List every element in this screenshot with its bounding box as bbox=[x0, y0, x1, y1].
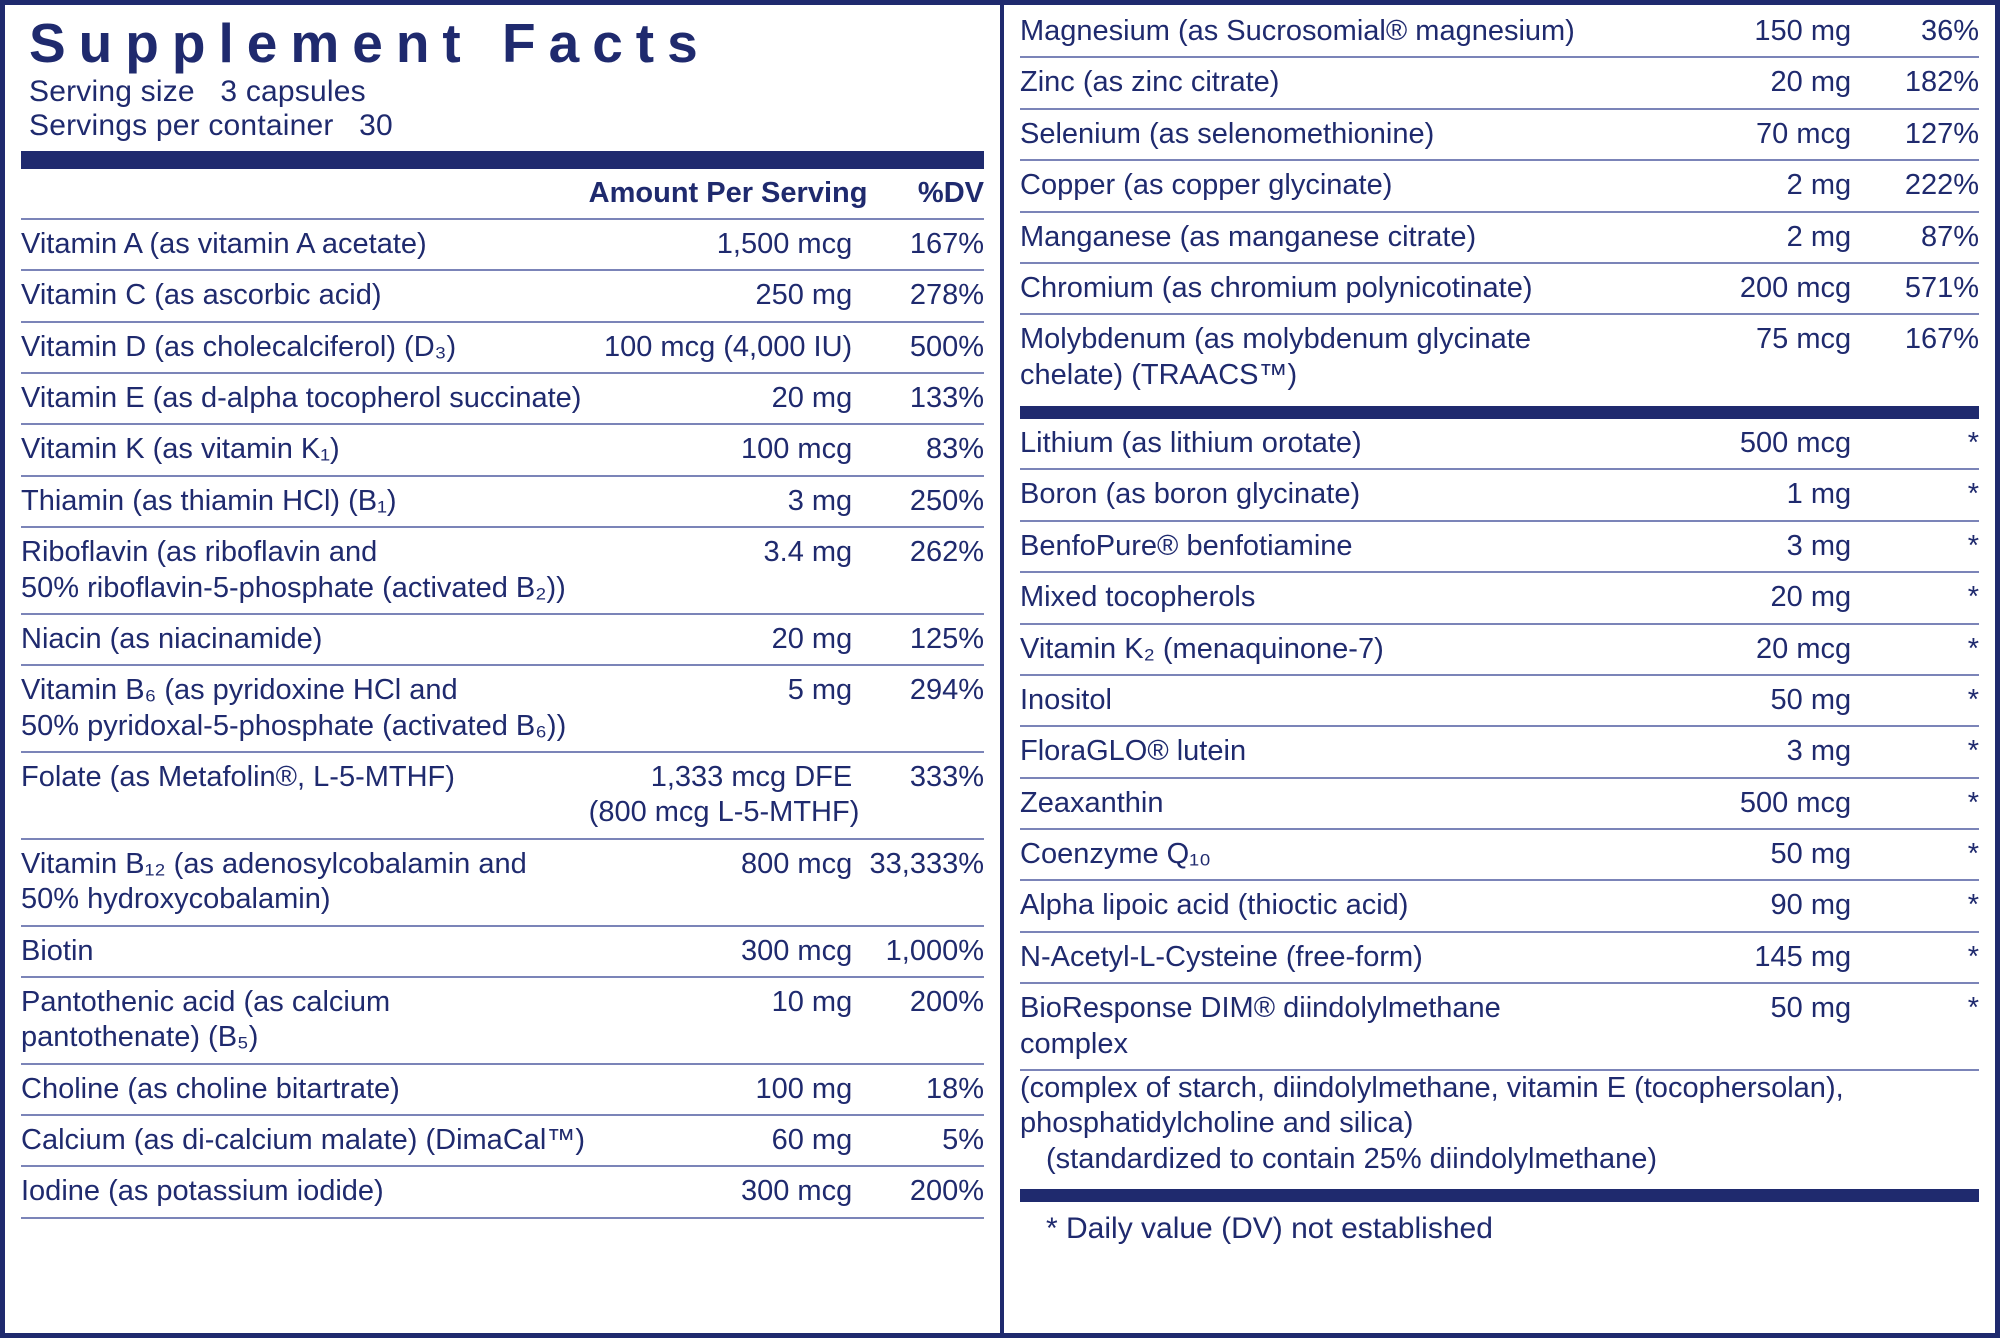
right-nutrient-table-dv bbox=[1020, 7, 1979, 400]
table-row bbox=[21, 527, 984, 614]
nutrient-dv: 167% bbox=[852, 219, 984, 270]
nutrient-name: Inositol bbox=[1020, 675, 1617, 726]
nutrient-amount: 20 mg bbox=[1617, 572, 1851, 623]
nutrient-amount: 70 mcg bbox=[1617, 109, 1851, 160]
table-row bbox=[1020, 7, 1979, 57]
nutrient-dv: * bbox=[1851, 469, 1979, 520]
nutrient-name-line1: Vitamin B₆ (as pyridoxine HCl and bbox=[21, 674, 458, 707]
table-row bbox=[21, 926, 984, 977]
table-row bbox=[21, 1115, 984, 1166]
nutrient-name: Lithium (as lithium orotate) bbox=[1020, 419, 1617, 469]
table-row bbox=[21, 614, 984, 665]
page-title: Supplement Facts bbox=[29, 12, 711, 74]
table-row bbox=[21, 219, 984, 270]
nutrient-dv: 222% bbox=[1851, 160, 1979, 211]
nutrient-name: Alpha lipoic acid (thioctic acid) bbox=[1020, 880, 1617, 931]
nutrient-dv: 571% bbox=[1851, 263, 1979, 314]
nutrient-amount: 20 mcg bbox=[1617, 624, 1851, 675]
nutrient-name: BenfoPure® benfotiamine bbox=[1020, 521, 1617, 572]
nutrient-amount: 500 mcg bbox=[1617, 778, 1851, 829]
nutrient-name-multiline bbox=[21, 665, 589, 752]
nutrient-amount: 2 mg bbox=[1617, 212, 1851, 263]
nutrient-dv: 127% bbox=[1851, 109, 1979, 160]
nutrient-amount: 2 mg bbox=[1617, 160, 1851, 211]
table-row bbox=[1020, 880, 1979, 931]
nutrient-dv: 294% bbox=[852, 665, 984, 752]
servings-per-container-label: Servings per container bbox=[29, 108, 334, 142]
table-row bbox=[1020, 160, 1979, 211]
table-row bbox=[1020, 778, 1979, 829]
table-row bbox=[1020, 419, 1979, 469]
nutrient-name: Thiamin (as thiamin HCl) (B₁) bbox=[21, 476, 589, 527]
nutrient-name-multiline bbox=[21, 839, 589, 926]
nutrient-dv: 18% bbox=[852, 1064, 984, 1115]
nutrient-amount: 60 mg bbox=[589, 1115, 853, 1166]
nutrient-amount: 3 mg bbox=[1617, 521, 1851, 572]
nutrient-dv: 167% bbox=[1904, 323, 1979, 356]
nutrient-name: Vitamin D (as cholecalciferol) (D₃) bbox=[21, 322, 589, 373]
nutrient-name: Copper (as copper glycinate) bbox=[1020, 160, 1617, 211]
nutrient-dv: * bbox=[1851, 829, 1979, 880]
nutrient-name-line1: Riboflavin (as riboflavin and bbox=[21, 536, 378, 569]
nutrient-amount: 100 mcg bbox=[589, 424, 853, 475]
nutrient-name: Selenium (as selenomethionine) bbox=[1020, 109, 1617, 160]
nutrient-name: Manganese (as manganese citrate) bbox=[1020, 212, 1617, 263]
nutrient-name: BioResponse DIM® diindolylmethane complex bbox=[1020, 983, 1617, 1070]
nutrient-name-line1: Molybdenum (as molybdenum glycinate bbox=[1020, 323, 1531, 356]
nutrient-amount-line2: (800 mcg L-5-MTHF) bbox=[588, 796, 860, 829]
nutrient-name-multiline bbox=[21, 977, 589, 1064]
nutrient-amount: 150 mg bbox=[1617, 7, 1851, 57]
table-row bbox=[1020, 263, 1979, 314]
nutrient-name-line1: Pantothenic acid (as calcium bbox=[21, 985, 391, 1018]
nutrient-dv: 33,333% bbox=[852, 839, 984, 926]
left-nutrient-table bbox=[21, 169, 984, 1219]
table-row bbox=[21, 322, 984, 373]
nutrient-dv: 133% bbox=[852, 373, 984, 424]
left-column bbox=[5, 5, 1004, 1333]
nutrient-amount: 1,500 mcg bbox=[589, 219, 853, 270]
nutrient-name: Vitamin A (as vitamin A acetate) bbox=[21, 219, 589, 270]
table-row bbox=[21, 839, 984, 926]
nutrient-dv: 83% bbox=[852, 424, 984, 475]
dim-description-line2: (complex of starch, diindolylmethane, vitamin E (tocophersolan), bbox=[1020, 1071, 1844, 1104]
nutrient-dv: * bbox=[1851, 726, 1979, 777]
nutrient-name-line1: Vitamin B₁₂ (as adenosylcobalamin and bbox=[21, 847, 527, 880]
footnote-daily-value: * Daily value (DV) not established bbox=[1046, 1212, 1493, 1245]
nutrient-amount: 90 mg bbox=[1617, 880, 1851, 931]
nutrient-amount: 75 mcg bbox=[1756, 323, 1852, 356]
nutrient-amount: 800 mcg bbox=[589, 839, 853, 926]
nutrient-dv: * bbox=[1851, 932, 1979, 983]
nutrient-dv: 200% bbox=[852, 1166, 984, 1217]
nutrient-amount: 5 mg bbox=[589, 665, 853, 752]
footnote-divider-rule bbox=[1020, 1189, 1979, 1202]
table-row bbox=[21, 752, 984, 839]
table-row bbox=[21, 1166, 984, 1217]
table-row bbox=[1020, 469, 1979, 520]
nutrient-name-line2: 50% hydroxycobalamin) bbox=[21, 883, 331, 916]
nutrient-amount: 50 mg bbox=[1617, 829, 1851, 880]
nutrient-name: Mixed tocopherols bbox=[1020, 572, 1617, 623]
nutrient-amount-line1: 1,333 mcg DFE bbox=[650, 761, 853, 794]
nutrient-name-multiline bbox=[21, 527, 589, 614]
nutrient-dv: * bbox=[1851, 624, 1979, 675]
servings-per-container-line bbox=[29, 109, 984, 143]
nutrient-amount: 100 mcg (4,000 IU) bbox=[589, 322, 853, 373]
dim-description-line4: (standardized to contain 25% diindolylmethane) bbox=[1046, 1142, 1657, 1175]
table-row bbox=[1020, 212, 1979, 263]
nutrient-name: Biotin bbox=[21, 926, 589, 977]
table-row bbox=[21, 1064, 984, 1115]
nutrient-name-line2: chelate) (TRAACS™) bbox=[1020, 358, 1298, 391]
nutrient-name: Folate (as Metafolin®, L-5-MTHF) bbox=[21, 752, 589, 839]
table-row bbox=[21, 476, 984, 527]
nutrient-dv: * bbox=[1851, 419, 1979, 469]
nutrient-dv: 250% bbox=[852, 476, 984, 527]
table-row bbox=[21, 977, 984, 1064]
table-header-row bbox=[21, 169, 984, 219]
table-row bbox=[1020, 109, 1979, 160]
nutrient-dv: 5% bbox=[852, 1115, 984, 1166]
table-row bbox=[1020, 57, 1979, 108]
table-row bbox=[1020, 726, 1979, 777]
nutrient-name: FloraGLO® lutein bbox=[1020, 726, 1617, 777]
nutrient-name-line2: 50% pyridoxal-5-phosphate (activated B₆)) bbox=[21, 709, 567, 742]
nutrient-dv: * bbox=[1851, 675, 1979, 726]
nutrient-amount: 200 mcg bbox=[1617, 263, 1851, 314]
table-row bbox=[1020, 314, 1979, 400]
nutrient-dv: * bbox=[1851, 572, 1979, 623]
nutrient-dv: 262% bbox=[852, 527, 984, 614]
table-row bbox=[21, 373, 984, 424]
nutrient-dv: 125% bbox=[852, 614, 984, 665]
nutrient-dv: * bbox=[1851, 983, 1979, 1070]
nutrient-name-line2: pantothenate) (B₅) bbox=[21, 1021, 259, 1054]
nutrient-amount: 145 mg bbox=[1617, 932, 1851, 983]
right-nutrient-table-star bbox=[1020, 419, 1979, 1071]
nutrient-dv: 200% bbox=[852, 977, 984, 1064]
nutrient-dv: 278% bbox=[852, 270, 984, 321]
nutrient-amount: 3.4 mg bbox=[589, 527, 853, 614]
nutrient-name: Choline (as choline bitartrate) bbox=[21, 1064, 589, 1115]
nutrient-name-line2: 50% riboflavin-5-phosphate (activated B₂)) bbox=[21, 571, 566, 604]
nutrient-name: Vitamin K (as vitamin K₁) bbox=[21, 424, 589, 475]
serving-size-line bbox=[29, 75, 984, 109]
nutrient-name: Iodine (as potassium iodide) bbox=[21, 1166, 589, 1217]
nutrient-dv: * bbox=[1851, 880, 1979, 931]
nutrient-name: Vitamin E (as d-alpha tocopherol succinate) bbox=[21, 373, 589, 424]
nutrient-name: Coenzyme Q₁₀ bbox=[1020, 829, 1617, 880]
nutrient-amount: 3 mg bbox=[589, 476, 853, 527]
nutrient-amount: 250 mg bbox=[589, 270, 853, 321]
table-row bbox=[1020, 624, 1979, 675]
nutrient-name: Zeaxanthin bbox=[1020, 778, 1617, 829]
nutrient-dv: 182% bbox=[1851, 57, 1979, 108]
table-row bbox=[21, 270, 984, 321]
section-divider-rule bbox=[1020, 406, 1979, 419]
nutrient-name: N-Acetyl-L-Cysteine (free-form) bbox=[1020, 932, 1617, 983]
nutrient-amount: 1 mg bbox=[1617, 469, 1851, 520]
table-row bbox=[1020, 521, 1979, 572]
header-blank bbox=[21, 169, 589, 219]
nutrient-name: Boron (as boron glycinate) bbox=[1020, 469, 1617, 520]
nutrient-amount: 20 mg bbox=[589, 614, 853, 665]
nutrient-amount: 10 mg bbox=[589, 977, 853, 1064]
nutrient-dv: 500% bbox=[852, 322, 984, 373]
nutrient-dv: 87% bbox=[1851, 212, 1979, 263]
nutrient-amount: 3 mg bbox=[1617, 726, 1851, 777]
servings-per-container-value: 30 bbox=[359, 108, 393, 142]
table-row bbox=[1020, 675, 1979, 726]
nutrient-amount: 100 mg bbox=[589, 1064, 853, 1115]
nutrient-name: Calcium (as di-calcium malate) (DimaCal™) bbox=[21, 1115, 589, 1166]
nutrient-dv: * bbox=[1851, 778, 1979, 829]
nutrient-amount: 300 mcg bbox=[589, 1166, 853, 1217]
table-row bbox=[21, 665, 984, 752]
serving-size-label: Serving size bbox=[29, 74, 195, 108]
nutrient-dv: 333% bbox=[852, 752, 984, 839]
nutrient-amount: 50 mg bbox=[1617, 675, 1851, 726]
nutrient-name: Zinc (as zinc citrate) bbox=[1020, 57, 1617, 108]
header-amount-per-serving: Amount Per Serving bbox=[589, 169, 853, 219]
nutrient-name: Chromium (as chromium polynicotinate) bbox=[1020, 263, 1617, 314]
right-column bbox=[1004, 5, 1995, 1333]
nutrient-amount-multiline bbox=[588, 752, 860, 839]
nutrient-dv: * bbox=[1851, 521, 1979, 572]
table-row bbox=[21, 424, 984, 475]
table-row bbox=[1020, 829, 1979, 880]
header-percent-dv: %DV bbox=[852, 169, 984, 219]
nutrient-name: Magnesium (as Sucrosomial® magnesium) bbox=[1020, 7, 1617, 57]
nutrient-name: Niacin (as niacinamide) bbox=[21, 614, 589, 665]
nutrient-dv: 1,000% bbox=[852, 926, 984, 977]
nutrient-amount: 500 mcg bbox=[1617, 419, 1851, 469]
table-row bbox=[1020, 983, 1979, 1070]
header-thick-rule bbox=[21, 151, 984, 169]
nutrient-amount: 300 mcg bbox=[589, 926, 853, 977]
nutrient-amount: 20 mg bbox=[1617, 57, 1851, 108]
serving-size-value: 3 capsules bbox=[220, 74, 366, 108]
table-row bbox=[1020, 572, 1979, 623]
table-row bbox=[1020, 932, 1979, 983]
nutrient-name: Vitamin K₂ (menaquinone-7) bbox=[1020, 624, 1617, 675]
nutrient-dv: 36% bbox=[1851, 7, 1979, 57]
dim-description-line3: phosphatidylcholine and silica) bbox=[1020, 1107, 1414, 1140]
dim-description bbox=[1020, 1071, 1979, 1183]
nutrient-name: Vitamin C (as ascorbic acid) bbox=[21, 270, 589, 321]
nutrient-name-multiline bbox=[1020, 314, 1617, 400]
nutrient-amount: 20 mg bbox=[589, 373, 853, 424]
nutrient-amount: 50 mg bbox=[1617, 983, 1851, 1070]
